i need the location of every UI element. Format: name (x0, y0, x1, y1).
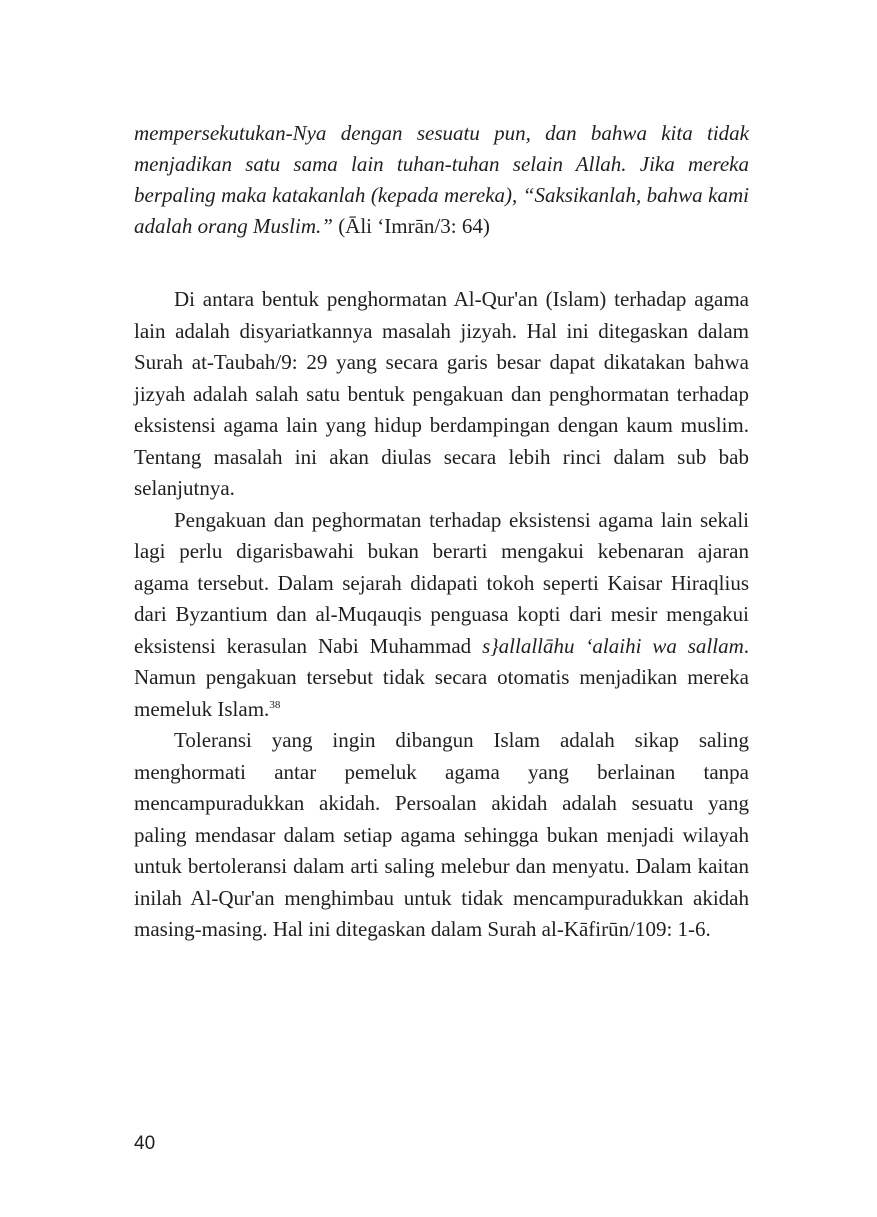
quote-citation: (Āli ‘Imrān/3: 64) (332, 214, 490, 238)
salawat-phrase: s}allallāhu ‘alaihi wa sallam (482, 633, 744, 658)
paragraph-recognition (134, 505, 749, 726)
paragraph-recognition-text-1: Pengakuan dan peghormatan terhadap eksistensi agama lain sekali lagi perlu digarisbawahi bukan berarti mengakui kebenaran ajaran agama tersebut. Dalam sejarah didapati tokoh seperti Kaisar Hiraqlius dari Byzantium dan al-Muqauqis penguasa kopti dari mesir mengakui eksistensi kerasulan Nabi Muhammad (134, 507, 749, 658)
paragraph-jizyah: Di antara bentuk penghormatan Al-Qur'an (Islam) terhadap agama lain adalah disyariatkannya masalah jizyah. Hal ini ditegaskan dalam Surah at-Taubah/9: 29 yang secara garis besar dapat dikatakan bahwa jizyah adalah salah satu bentuk pengakuan dan penghormatan terhadap eksistensi agama lain yang hidup berdampingan dengan kaum muslim. Tentang masalah ini akan diulas secara lebih rinci dalam sub bab selanjutnya. (134, 287, 749, 500)
page-number: 40 (134, 1133, 156, 1154)
paragraph-recognition-text-2: . Namun pengakuan tersebut tidak secara otomatis menjadikan mereka memeluk Islam. (134, 633, 750, 721)
footnote-marker[interactable]: 38 (269, 698, 281, 711)
quran-quote (134, 118, 749, 242)
quote-translation: mempersekutukan-Nya dengan sesuatu pun, dan bahwa kita tidak menjadikan satu sama lain tuhan-tuhan selain Allah. Jika mereka berpaling maka katakanlah (kepada mereka), “Saksikanlah, bahwa kami adalah orang Muslim.” (134, 121, 749, 238)
paragraph-tolerance: Toleransi yang ingin dibangun Islam adalah sikap saling menghormati antar pemeluk agama yang berlainan tanpa mencampuradukkan akidah. Persoalan akidah adalah sesuatu yang paling mendasar dalam setiap agama sehingga bukan menjadi wilayah untuk bertoleransi dalam arti saling melebur dan menyatu. Dalam kaitan inilah Al-Qur'an menghimbau untuk tidak mencampuradukkan akidah masing-masing. Hal ini ditegaskan dalam Surah al-Kāfirūn/109: 1-6. (134, 728, 749, 941)
page-body (134, 118, 749, 946)
